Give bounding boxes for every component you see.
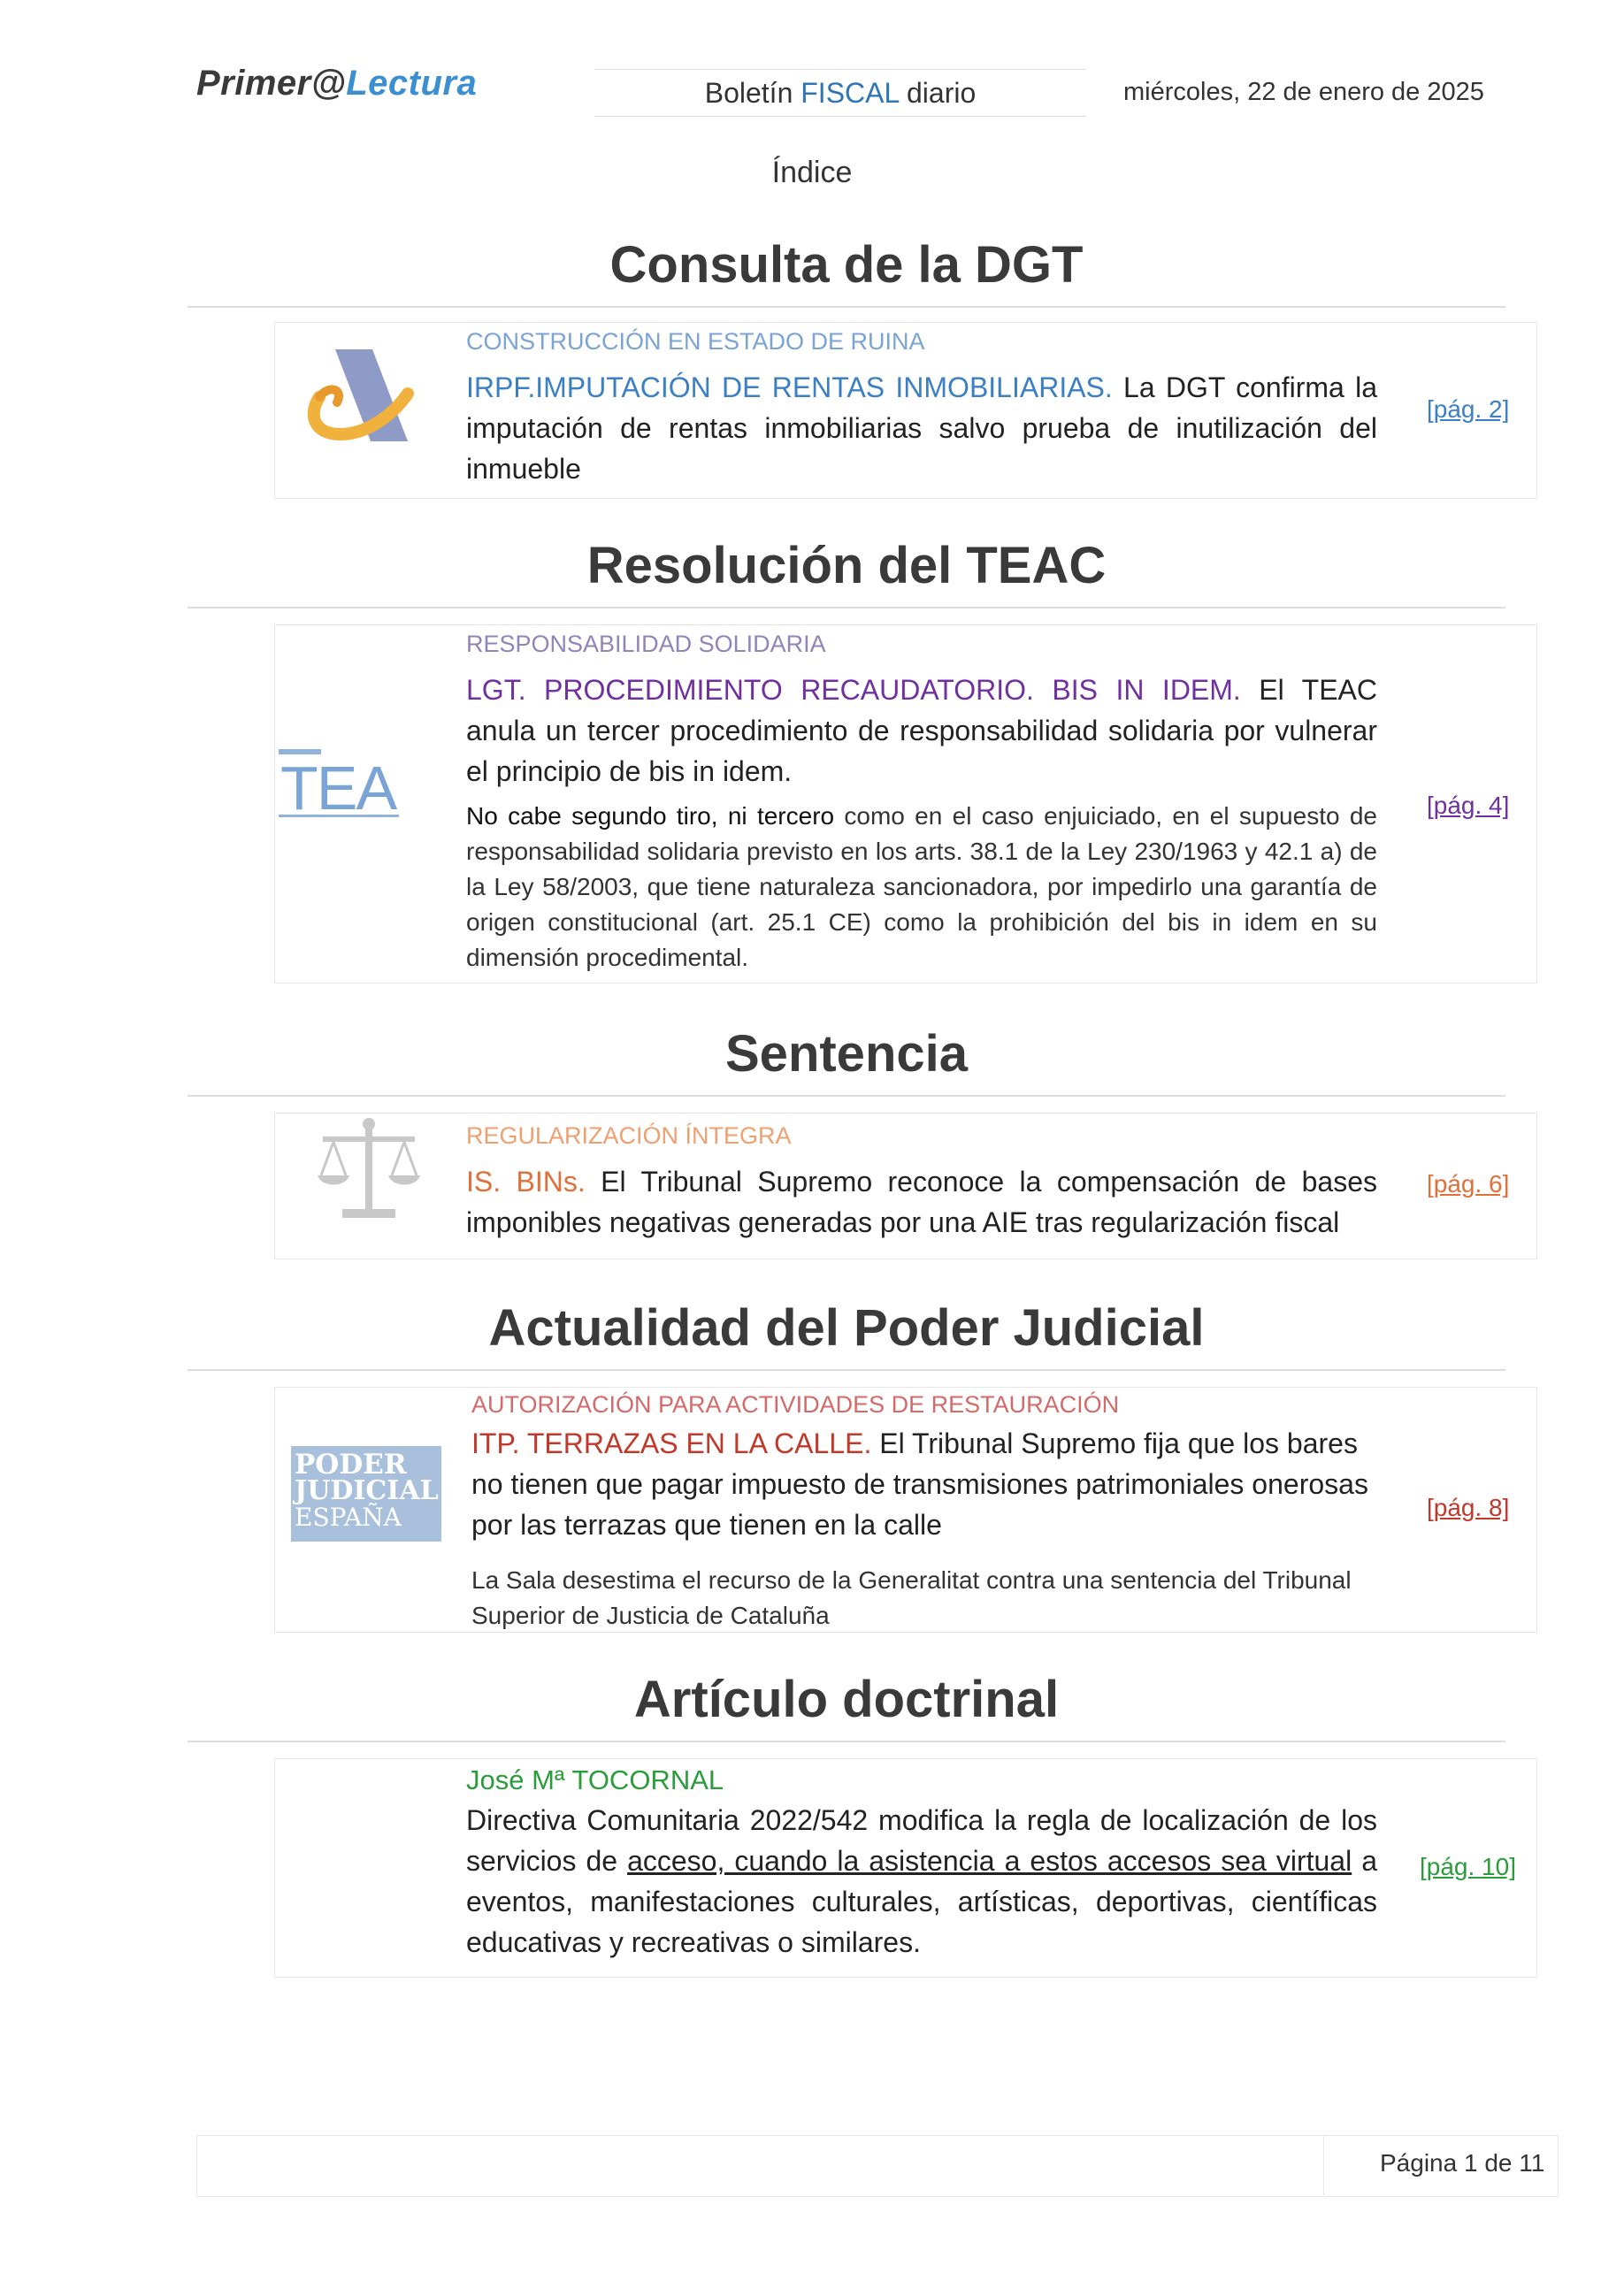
text-after: a eventos, manifestaciones culturales, artísticas, deportivas, científicas educativas y recreativas o similares. (466, 1845, 1378, 1958)
brand-part1: Primer@ (196, 64, 347, 103)
headline-rest: La DGT confirma la imputación de rentas inmobiliarias salvo prueba de inutilización del inmueble (466, 371, 1378, 485)
page-link[interactable]: [pág. 8] (1427, 1494, 1510, 1521)
section-divider (188, 306, 1505, 308)
footer-box (196, 2135, 1559, 2197)
page-number: Página 1 de 11 (1380, 2149, 1545, 2177)
category-label: AUTORIZACIÓN PARA ACTIVIDADES DE RESTAURACIÓN (471, 1391, 1120, 1418)
page-link[interactable]: [pág. 4] (1427, 792, 1510, 819)
brand-logo (196, 64, 477, 103)
entry-dgt[interactable] (274, 322, 1537, 499)
page-link[interactable]: [pág. 2] (1427, 395, 1510, 423)
poder-judicial-logo (291, 1446, 441, 1542)
page-link[interactable]: [pág. 6] (1427, 1170, 1510, 1198)
headline-rest: El Tribunal Supremo reconoce la compensación de bases imponibles negativas generadas por una AIE tras regularización fiscal (466, 1166, 1378, 1238)
entry-summary: La Sala desestima el recurso de la Generalitat contra una sentencia del Tribunal Superior de Justicia de Cataluña (471, 1566, 1352, 1629)
scales-icon (316, 1117, 422, 1227)
footer-divider (1323, 2135, 1324, 2195)
logo-line: JUDICIAL (295, 1475, 439, 1506)
logo-line: ESPAÑA (295, 1503, 402, 1532)
entry-teac[interactable] (274, 624, 1537, 983)
entry-poder-judicial[interactable] (274, 1387, 1537, 1633)
entry-headline (466, 670, 1377, 792)
category-label: RESPONSABILIDAD SOLIDARIA (466, 631, 826, 657)
bulletin-fiscal: FISCAL (801, 77, 900, 109)
section-divider (188, 1741, 1505, 1742)
headline-lead: ITP. TERRAZAS EN LA CALLE. (471, 1427, 872, 1459)
section-divider (188, 1095, 1505, 1097)
bulletin-title (594, 69, 1086, 117)
summary-rest: como en el caso enjuiciado, en el supuesto de responsabilidad solidaria previsto en los arts. 38.1 de la Ley 230/1963 y 42.1 a) de la Ley 58/2003, que tiene naturaleza sancionadora, por impedirlo una garantía de origen constitucional (art. 25.1 CE) como la prohibición del bis in idem en su dimensión procedimental. (466, 802, 1377, 971)
headline-rest: El TEAC anula un tercer procedimiento de responsabilidad solidaria por vulnerar el principio de bis in idem. (466, 674, 1378, 787)
headline-lead: LGT. PROCEDIMIENTO RECAUDATORIO. BIS IN IDEM. (466, 674, 1241, 706)
text-underlined: acceso, cuando la asistencia a estos accesos sea virtual (627, 1845, 1352, 1877)
agencia-tributaria-logo (302, 342, 420, 448)
entry-headline (466, 1161, 1377, 1243)
section-title-articulo: Artículo doctrinal (633, 1671, 1060, 1728)
header-date: miércoles, 22 de enero de 2025 (1123, 78, 1484, 106)
entry-text (466, 1800, 1377, 1963)
category-label: REGULARIZACIÓN ÍNTEGRA (466, 1122, 792, 1149)
category-label: CONSTRUCCIÓN EN ESTADO DE RUINA (466, 328, 925, 355)
section-title-teac: Resolución del TEAC (586, 537, 1107, 594)
entry-sentencia[interactable] (274, 1113, 1537, 1259)
section-title-dgt: Consulta de la DGT (609, 236, 1084, 294)
entry-summary (466, 799, 1377, 976)
section-divider (188, 1369, 1505, 1371)
headline-lead: IRPF.IMPUTACIÓN DE RENTAS INMOBILIARIAS. (466, 371, 1113, 403)
tea-logo-text: TEA (280, 754, 396, 823)
logo-line: PODER (295, 1449, 407, 1481)
headline-rest: El Tribunal Supremo fija que los bares no tienen que pagar impuesto de transmisiones patrimoniales onerosas por las terrazas que tienen en la calle (471, 1427, 1368, 1541)
text-before: Directiva Comunitaria 2022/542 modifica la regla de localización de los servicios de (466, 1804, 1377, 1877)
entry-headline (471, 1423, 1377, 1545)
section-title-sentencia: Sentencia (725, 1025, 968, 1083)
bulletin-prefix: Boletín (704, 77, 801, 109)
summary-bold: No cabe segundo tiro, ni tercero (466, 802, 835, 830)
brand-part2: Lectura (346, 64, 478, 103)
page-link[interactable]: [pág. 10] (1420, 1853, 1516, 1880)
index-title: Índice (771, 156, 853, 189)
entry-articulo[interactable] (274, 1758, 1537, 1978)
section-divider (188, 607, 1505, 608)
entry-headline (466, 367, 1377, 489)
tea-logo (279, 749, 402, 823)
headline-lead: IS. BINs. (466, 1166, 586, 1198)
author-name: José Mª TOCORNAL (466, 1764, 724, 1795)
bulletin-suffix: diario (899, 77, 977, 109)
section-title-poder-judicial: Actualidad del Poder Judicial (488, 1299, 1205, 1357)
